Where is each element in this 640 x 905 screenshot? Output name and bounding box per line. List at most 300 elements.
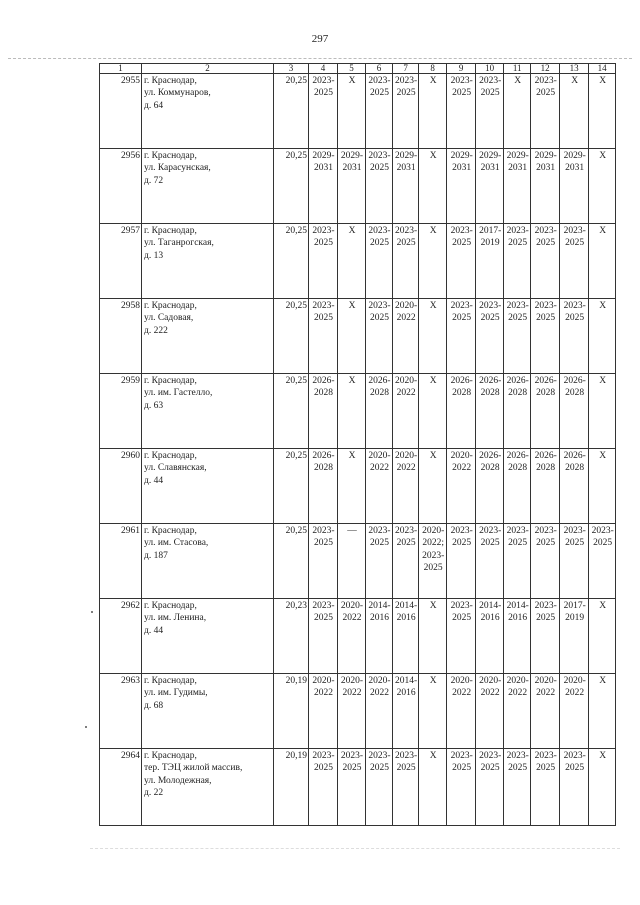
- period-line: 2023-: [534, 226, 557, 236]
- table-row: [100, 599, 616, 674]
- period-line: 2026-: [506, 376, 529, 386]
- period-cell: [338, 599, 366, 674]
- period-cell: [531, 224, 560, 299]
- period-cell: [504, 149, 531, 224]
- period-line: 2025: [508, 538, 528, 549]
- period-cell: [338, 524, 366, 599]
- period-cell: [419, 374, 447, 449]
- period-cell: [309, 374, 338, 449]
- period-line: 2020-: [479, 676, 502, 686]
- address-line: г. Краснодар,: [144, 226, 197, 236]
- period-cell: [309, 449, 338, 524]
- period-cell: [589, 149, 616, 224]
- period-cell: [476, 224, 504, 299]
- period-cell: [447, 524, 476, 599]
- address-cell: [142, 674, 274, 749]
- table-row: [100, 674, 616, 749]
- address-line: ул. Карасунская,: [144, 163, 211, 174]
- period-line: 2014-: [395, 676, 418, 686]
- period-line: 2025: [314, 763, 333, 774]
- column-header: 14: [589, 64, 616, 74]
- period-cell: [476, 749, 504, 826]
- period-line: 2022: [536, 688, 556, 699]
- period-line: 2023-: [312, 751, 335, 761]
- address-line: ул. им. Ленина,: [144, 613, 207, 624]
- address-line: ул. Славянская,: [144, 463, 207, 474]
- period-cell: [419, 74, 447, 149]
- period-line: 2025: [370, 238, 389, 249]
- table-row: [100, 449, 616, 524]
- period-line: Х: [599, 76, 607, 86]
- period-line: 2020-: [368, 676, 391, 686]
- table-row: [100, 224, 616, 299]
- period-line: 2023-: [534, 526, 557, 536]
- period-line: 2029-: [340, 151, 364, 161]
- period-line: Х: [429, 601, 437, 611]
- period-cell: [419, 299, 447, 374]
- address-line: ул. Таганрогская,: [144, 238, 214, 249]
- address-line: д. 68: [144, 700, 164, 711]
- period-cell: [589, 524, 616, 599]
- period-line: 2025: [565, 538, 585, 549]
- period-line: 2016: [396, 688, 416, 699]
- period-line: 2025: [452, 538, 472, 549]
- period-cell: [447, 674, 476, 749]
- period-line: 2025: [565, 763, 585, 774]
- address-line: ул. им. Стасова,: [144, 538, 209, 549]
- period-cell: [338, 674, 366, 749]
- period-cell: [504, 524, 531, 599]
- period-line: 2020-: [450, 676, 473, 686]
- period-cell: [531, 374, 560, 449]
- period-line: 2026-: [368, 376, 391, 386]
- period-cell: [476, 524, 504, 599]
- period-line: 2016: [508, 613, 528, 624]
- table-row: [100, 374, 616, 449]
- period-line: 2025: [396, 763, 416, 774]
- value-cell: 20,19: [274, 674, 309, 749]
- period-cell: [419, 599, 447, 674]
- address-cell: [142, 299, 274, 374]
- period-line: 2022: [342, 613, 362, 624]
- period-cell: [504, 749, 531, 826]
- column-header: 5: [338, 64, 366, 74]
- period-line: 2023-: [312, 226, 335, 236]
- period-line: 2023-: [340, 751, 364, 761]
- period-cell: [560, 74, 589, 149]
- address-line: г. Краснодар,: [144, 676, 197, 686]
- period-cell: [531, 74, 560, 149]
- period-cell: [531, 524, 560, 599]
- header-row: [100, 64, 616, 74]
- period-cell: [309, 74, 338, 149]
- period-line: 2023-: [479, 301, 502, 311]
- period-cell: [366, 299, 393, 374]
- period-cell: [560, 749, 589, 826]
- address-line: д. 44: [144, 625, 164, 636]
- period-line: Х: [429, 151, 437, 161]
- column-header: 8: [419, 64, 447, 74]
- period-line: 2023-: [506, 226, 529, 236]
- period-cell: [366, 74, 393, 149]
- value-cell: 20,25: [274, 299, 309, 374]
- period-line: 2025: [370, 88, 389, 99]
- period-line: 2025: [452, 238, 472, 249]
- period-line: 2025: [452, 613, 472, 624]
- row-number: 2960: [100, 449, 142, 524]
- table-row: [100, 524, 616, 599]
- register-table: [99, 63, 616, 826]
- period-cell: [560, 149, 589, 224]
- period-line: 2028: [480, 388, 500, 399]
- period-line: 2031: [342, 163, 362, 174]
- address-line: д. 222: [144, 325, 168, 336]
- period-line: 2028: [565, 388, 585, 399]
- period-line: 2023-: [479, 76, 502, 86]
- period-line: 2031: [480, 163, 500, 174]
- period-cell: [309, 149, 338, 224]
- address-cell: [142, 149, 274, 224]
- period-line: 2023-: [506, 751, 529, 761]
- period-line: 2020-: [450, 451, 473, 461]
- period-line: 2025: [370, 538, 389, 549]
- address-line: г. Краснодар,: [144, 451, 197, 461]
- period-line: 2026-: [479, 376, 502, 386]
- period-line: 2025: [452, 313, 472, 324]
- period-line: Х: [599, 301, 607, 311]
- table-row: [100, 74, 616, 149]
- period-line: 2023-: [506, 526, 529, 536]
- address-line: д. 64: [144, 100, 164, 111]
- address-line: д. 63: [144, 400, 164, 411]
- address-cell: [142, 599, 274, 674]
- column-header: 12: [531, 64, 560, 74]
- period-line: 2020-: [422, 526, 445, 536]
- value-cell: 20,25: [274, 449, 309, 524]
- period-line: 2019: [480, 238, 500, 249]
- value-cell: 20,25: [274, 524, 309, 599]
- period-cell: [589, 599, 616, 674]
- period-cell: [419, 749, 447, 826]
- period-line: 2029-: [479, 151, 502, 161]
- period-line: Х: [429, 751, 437, 761]
- period-line: 2028: [508, 463, 528, 474]
- period-line: 2025: [452, 763, 472, 774]
- period-line: 2023-: [534, 601, 557, 611]
- period-line: 2031: [565, 163, 585, 174]
- period-line: Х: [514, 76, 522, 86]
- period-line: 2028: [536, 463, 556, 474]
- period-line: 2022: [565, 688, 585, 699]
- row-number: 2956: [100, 149, 142, 224]
- period-line: 2026-: [312, 376, 335, 386]
- period-line: 2016: [396, 613, 416, 624]
- period-cell: [309, 749, 338, 826]
- period-line: 2022: [480, 688, 500, 699]
- period-line: 2023-: [368, 301, 391, 311]
- period-line: 2016: [370, 613, 389, 624]
- period-cell: [338, 749, 366, 826]
- period-line: Х: [348, 226, 356, 236]
- period-cell: [560, 524, 589, 599]
- address-line: г. Краснодар,: [144, 751, 197, 761]
- period-cell: [531, 599, 560, 674]
- period-cell: [504, 299, 531, 374]
- period-line: 2023-: [479, 751, 502, 761]
- period-cell: [560, 224, 589, 299]
- period-line: 2023-: [368, 151, 391, 161]
- period-cell: [366, 449, 393, 524]
- period-line: 2023-: [534, 751, 557, 761]
- period-cell: [476, 674, 504, 749]
- period-cell: [447, 749, 476, 826]
- period-line: 2023-: [450, 526, 473, 536]
- period-line: 2026-: [450, 376, 473, 386]
- period-line: 2017-: [479, 226, 502, 236]
- period-line: 2023-: [395, 526, 418, 536]
- scan-speck: [91, 611, 93, 613]
- page-number: 297: [311, 33, 329, 45]
- period-line: 2025: [314, 613, 333, 624]
- period-cell: [393, 224, 419, 299]
- period-line: 2023-: [479, 526, 502, 536]
- period-line: 2023-: [368, 751, 391, 761]
- row-number: 2957: [100, 224, 142, 299]
- period-line: 2023-: [368, 226, 391, 236]
- address-line: ул. Коммунаров,: [144, 88, 211, 99]
- period-cell: [476, 599, 504, 674]
- period-line: 2023-: [395, 226, 418, 236]
- period-cell: [589, 74, 616, 149]
- period-line: Х: [429, 226, 437, 236]
- period-line: Х: [429, 301, 437, 311]
- period-line: 2025: [342, 763, 362, 774]
- period-cell: [531, 149, 560, 224]
- period-line: Х: [429, 76, 437, 86]
- period-line: 2025: [508, 763, 528, 774]
- period-cell: [447, 74, 476, 149]
- period-line: 2022: [370, 688, 389, 699]
- column-header: 11: [504, 64, 531, 74]
- period-line: 2020-: [506, 676, 529, 686]
- period-line: 2014-: [368, 601, 391, 611]
- period-cell: [447, 449, 476, 524]
- address-line: ул. им. Гудимы,: [144, 688, 208, 699]
- value-cell: 20,19: [274, 749, 309, 826]
- period-cell: [393, 74, 419, 149]
- period-line: 2025: [536, 763, 556, 774]
- scan-speck: [85, 726, 87, 728]
- period-line: 2026-: [563, 451, 586, 461]
- period-line: 2025: [480, 538, 500, 549]
- period-line: Х: [599, 751, 607, 761]
- period-cell: [393, 749, 419, 826]
- column-header: 4: [309, 64, 338, 74]
- address-line: г. Краснодар,: [144, 76, 197, 86]
- period-line: 2020-: [563, 676, 586, 686]
- period-cell: [560, 449, 589, 524]
- period-cell: [309, 299, 338, 374]
- period-line: 2023-: [450, 301, 473, 311]
- period-cell: [504, 674, 531, 749]
- period-line: 2023-: [312, 526, 335, 536]
- period-line: 2023-: [563, 301, 586, 311]
- address-cell: [142, 374, 274, 449]
- period-line: Х: [429, 451, 437, 461]
- period-line: 2016: [480, 613, 500, 624]
- period-line: 2022;: [422, 538, 444, 549]
- row-number: 2964: [100, 749, 142, 826]
- period-cell: [393, 149, 419, 224]
- row-number: 2963: [100, 674, 142, 749]
- period-cell: [419, 449, 447, 524]
- period-line: 2023-: [395, 751, 418, 761]
- period-cell: [504, 599, 531, 674]
- period-line: 2028: [565, 463, 585, 474]
- period-line: 2025: [314, 88, 333, 99]
- period-line: 2022: [396, 313, 416, 324]
- period-line: 2022: [452, 463, 472, 474]
- period-line: 2023-: [312, 301, 335, 311]
- period-line: 2025: [536, 538, 556, 549]
- address-line: ул. Садовая,: [144, 313, 194, 324]
- period-line: 2028: [508, 388, 528, 399]
- period-line: 2023-: [563, 526, 586, 536]
- period-line: 2026-: [506, 451, 529, 461]
- address-cell: [142, 524, 274, 599]
- period-cell: [531, 749, 560, 826]
- period-line: 2025: [480, 88, 500, 99]
- top-rule: [8, 58, 632, 59]
- period-line: Х: [429, 676, 437, 686]
- period-line: 2025: [396, 538, 416, 549]
- period-cell: [531, 674, 560, 749]
- period-cell: [393, 599, 419, 674]
- row-number: 2958: [100, 299, 142, 374]
- period-line: 2023-: [534, 301, 557, 311]
- period-cell: [504, 374, 531, 449]
- value-cell: 20,25: [274, 149, 309, 224]
- period-cell: [560, 299, 589, 374]
- period-cell: [419, 149, 447, 224]
- value-cell: 20,23: [274, 599, 309, 674]
- period-cell: [504, 74, 531, 149]
- period-line: 2025: [593, 538, 613, 549]
- period-line: 2014-: [395, 601, 418, 611]
- period-line: 2022: [370, 463, 389, 474]
- period-line: 2022: [508, 688, 528, 699]
- period-cell: [366, 149, 393, 224]
- address-line: д. 44: [144, 475, 164, 486]
- period-line: Х: [599, 676, 607, 686]
- period-line: 2026-: [479, 451, 502, 461]
- address-line: д. 72: [144, 175, 164, 186]
- period-line: Х: [429, 376, 437, 386]
- period-cell: [393, 449, 419, 524]
- period-line: 2022: [396, 388, 416, 399]
- period-cell: [366, 674, 393, 749]
- period-line: 2023-: [591, 526, 614, 536]
- period-line: 2025: [508, 313, 528, 324]
- period-line: 2023-: [312, 601, 335, 611]
- period-cell: [589, 224, 616, 299]
- period-line: Х: [599, 151, 607, 161]
- period-line: 2028: [314, 463, 333, 474]
- column-header: 2: [142, 64, 274, 74]
- bottom-rule: [90, 848, 620, 849]
- address-cell: [142, 74, 274, 149]
- row-number: 2959: [100, 374, 142, 449]
- period-line: Х: [599, 376, 607, 386]
- period-line: 2020-: [368, 451, 391, 461]
- period-line: 2014-: [506, 601, 529, 611]
- period-line: 2031: [452, 163, 472, 174]
- column-header: 13: [560, 64, 589, 74]
- period-cell: [338, 299, 366, 374]
- table-row: [100, 149, 616, 224]
- address-cell: [142, 749, 274, 826]
- period-cell: [531, 299, 560, 374]
- period-cell: [393, 674, 419, 749]
- period-line: 2029-: [534, 151, 557, 161]
- value-cell: 20,25: [274, 224, 309, 299]
- column-header: 10: [476, 64, 504, 74]
- row-number: 2961: [100, 524, 142, 599]
- period-line: 2020-: [340, 601, 364, 611]
- period-cell: [309, 674, 338, 749]
- period-line: 2029-: [506, 151, 529, 161]
- period-line: Х: [599, 226, 607, 236]
- period-line: 2028: [452, 388, 472, 399]
- period-line: 2025: [536, 613, 556, 624]
- period-line: 2025: [314, 313, 333, 324]
- period-cell: [589, 299, 616, 374]
- column-header: 7: [393, 64, 419, 74]
- period-line: 2023-: [534, 76, 557, 86]
- period-line: 2031: [536, 163, 556, 174]
- period-line: 2031: [314, 163, 333, 174]
- period-line: 2025: [536, 88, 556, 99]
- period-line: 2023-: [422, 550, 445, 561]
- address-line: ул. им. Гастелло,: [144, 388, 213, 399]
- period-cell: [447, 149, 476, 224]
- period-cell: [447, 224, 476, 299]
- table-row: [100, 299, 616, 374]
- period-line: 2023-: [395, 76, 418, 86]
- period-line: 2025: [423, 563, 443, 574]
- address-line: д. 13: [144, 250, 164, 261]
- period-line: 2028: [480, 463, 500, 474]
- period-line: 2026-: [534, 451, 557, 461]
- address-line: ул. Молодежная,: [144, 775, 212, 786]
- period-cell: [447, 299, 476, 374]
- period-line: 2023-: [450, 76, 473, 86]
- period-cell: [309, 224, 338, 299]
- period-line: 2023-: [450, 751, 473, 761]
- period-line: 2025: [370, 313, 389, 324]
- period-line: 2020-: [534, 676, 557, 686]
- period-cell: [366, 749, 393, 826]
- period-line: 2025: [370, 763, 389, 774]
- row-number: 2955: [100, 74, 142, 149]
- period-line: 2025: [536, 313, 556, 324]
- period-line: 2025: [370, 163, 389, 174]
- period-line: 2026-: [563, 376, 586, 386]
- period-line: 2020-: [395, 451, 418, 461]
- period-line: 2020-: [312, 676, 335, 686]
- address-cell: [142, 449, 274, 524]
- period-line: 2025: [536, 238, 556, 249]
